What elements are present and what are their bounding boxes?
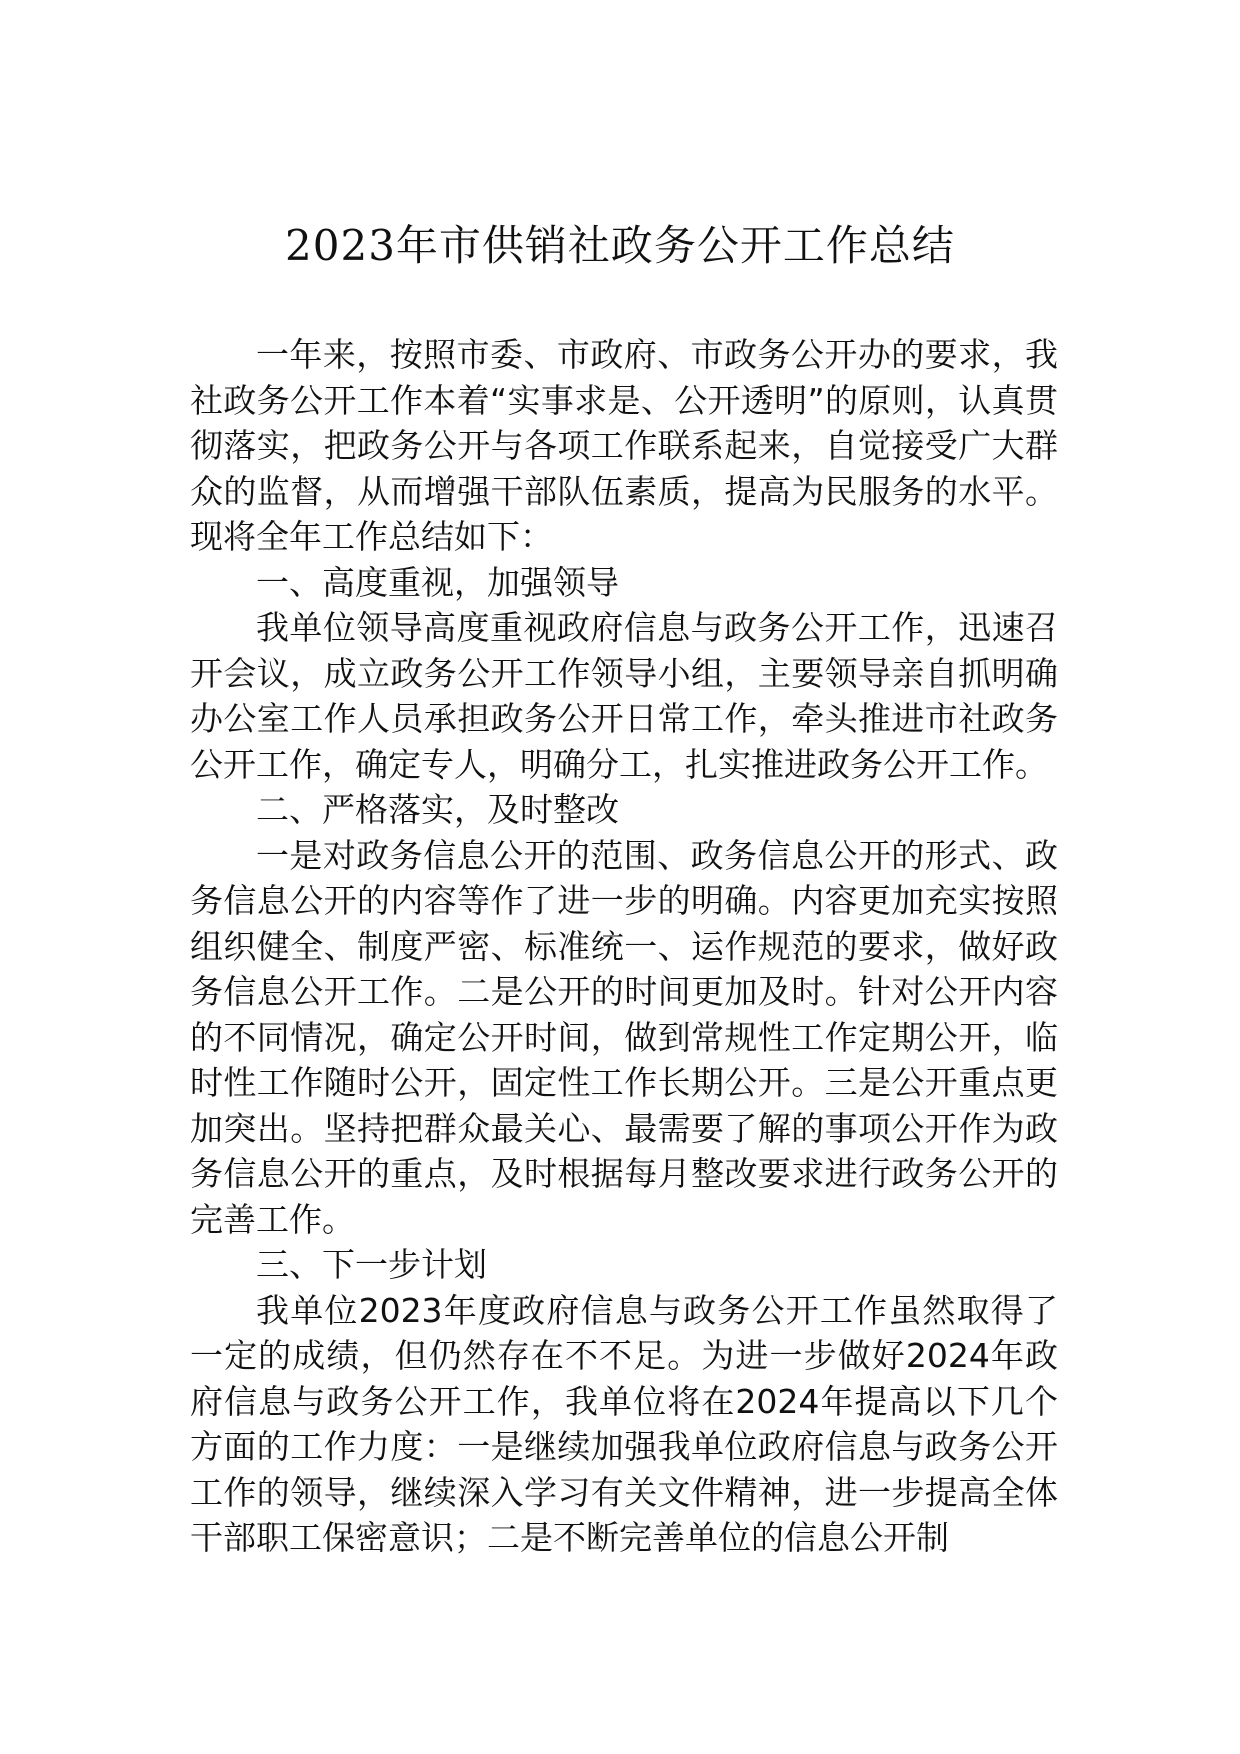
document-title: 2023年市供销社政务公开工作总结 (285, 221, 955, 270)
section-3-paragraph: 我单位2023年度政府信息与政务公开工作虽然取得了一定的成绩，但仍然存在不不足。为进一步做好2024年政府信息与政务公开工作，我单位将在2024年提高以下几个方面的工作力度：一是继续加强我单位政府信息与政务公开工作的领导，继续深入学习有关文件精神，进一步提高全体干部职工保密意识；二是不断完善单位的信息公开制 (190, 1290, 1058, 1557)
section-1-paragraph: 我单位领导高度重视政府信息与政务公开工作，迅速召开会议，成立政务公开工作领导小组，主要领导亲自抓明确办公室工作人员承担政务公开日常工作，牵头推进市社政务公开工作，确定专人，明确分工，扎实推进政务公开工作。 (190, 608, 1058, 784)
intro-paragraph: 一年来，按照市委、市政府、市政务公开办的要求，我社政务公开工作本着“实事求是、公开透明”的原则，认真贯彻落实，把政务公开与各项工作联系起来，自觉接受广大群众的监督，从而增强干部队伍素质，提高为民服务的水平。现将全年工作总结如下： (190, 335, 1058, 556)
section-heading-3: 三、下一步计划 (256, 1245, 487, 1284)
section-heading-2: 二、严格落实，及时整改 (256, 790, 619, 829)
section-2-paragraph: 一是对政务信息公开的范围、政务信息公开的形式、政务信息公开的内容等作了进一步的明确。内容更加充实按照组织健全、制度严密、标准统一、运作规范的要求，做好政务信息公开工作。二是公开的时间更加及时。针对公开内容的不同情况，确定公开时间，做到常规性工作定期公开，临时性工作随时公开，固定性工作长期公开。三是公开重点更加突出。坚持把群众最关心、最需要了解的事项公开作为政务信息公开的重点，及时根据每月整改要求进行政务公开的完善工作。 (190, 835, 1058, 1239)
section-heading-1: 一、高度重视，加强领导 (256, 562, 619, 602)
document-body (190, 332, 1058, 1561)
